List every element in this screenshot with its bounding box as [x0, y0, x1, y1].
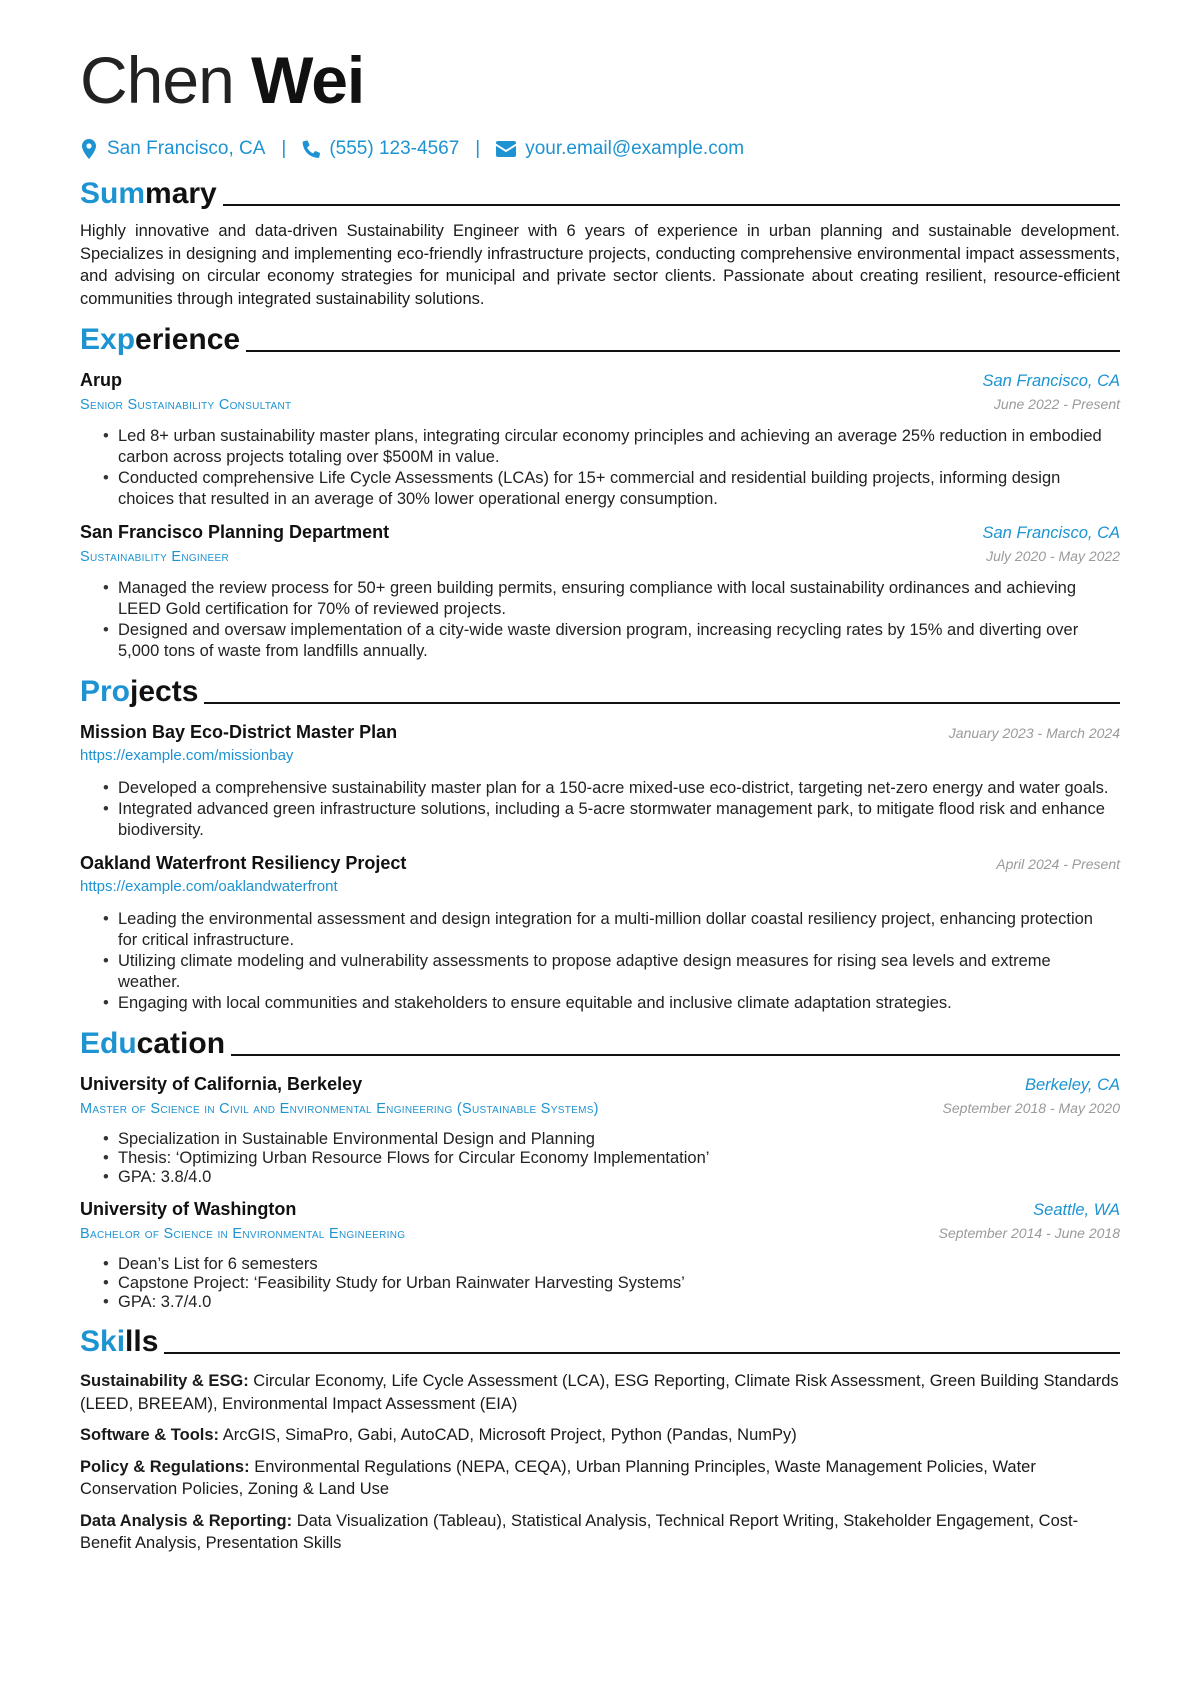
bullet-item: • Leading the environmental assessment and design integration for a multi-million dollar coastal resiliency project, enhancing protection for critical infrastructure.: [118, 909, 1120, 951]
bullet-list: [80, 426, 1120, 510]
school-name: University of California, Berkeley: [80, 1074, 363, 1095]
section-title: Experience: [80, 323, 241, 357]
experience-section: [80, 318, 1120, 662]
skill-value: Data Visualization (Tableau), Statistical Analysis, Technical Report Writing, Stakeholder Engagement, Cost-Benefit Analysis, Presentation Skills: [80, 1511, 1079, 1553]
section-heading: [80, 670, 1120, 710]
section-title: Education: [80, 1027, 226, 1061]
contact-separator: |: [281, 138, 287, 159]
bullet-item: • GPA: 3.7/4.0: [118, 1293, 1120, 1312]
entry-dates: June 2022 - Present: [993, 396, 1120, 413]
project-entry: [80, 720, 1120, 841]
section-title: Summary: [80, 177, 217, 210]
bullet-item: • Engaging with local communities and stakeholders to ensure equitable and inclusive climate adaptation strategies.: [118, 993, 1120, 1014]
section-rule: [223, 204, 1120, 206]
section-rule: [204, 702, 1120, 704]
section-rule: [246, 350, 1120, 352]
skill-row: [80, 1424, 1120, 1447]
bullet-item: • Designed and oversaw implementation of a city-wide waste diversion program, increasing recycling rates by 15% and diverting over 5,000 tons of waste from landfills annually.: [118, 620, 1120, 662]
entry-dates: September 2014 - June 2018: [938, 1225, 1120, 1242]
degree-name: Bachelor of Science in Environmental Engineering: [80, 1226, 406, 1243]
bullet-item: • Conducted comprehensive Life Cycle Assessments (LCAs) for 15+ commercial and residential building projects, informing design choices that resulted in an average of 30% lower operational energy consumption.: [118, 468, 1120, 510]
contact-email[interactable]: [496, 138, 744, 160]
entry-dates: January 2023 - March 2024: [948, 725, 1120, 742]
bullet-list: [80, 909, 1120, 1014]
school-name: University of Washington: [80, 1199, 297, 1220]
bullet-list: [80, 778, 1120, 841]
entry-dates: July 2020 - May 2022: [986, 548, 1120, 565]
envelope-icon: [496, 139, 516, 159]
section-rule: [231, 1054, 1120, 1056]
company-name: Arup: [80, 370, 122, 391]
last-name: Wei: [251, 43, 365, 117]
project-link[interactable]: https://example.com/oaklandwaterfront: [80, 878, 338, 896]
skills-section: [80, 1320, 1120, 1555]
bullet-item: • Capstone Project: ‘Feasibility Study for Urban Rainwater Harvesting Systems’: [118, 1274, 1120, 1293]
bullet-item: • Thesis: ‘Optimizing Urban Resource Flows for Circular Economy Implementation’: [118, 1149, 1120, 1168]
experience-entry: [80, 368, 1120, 510]
contact-phone[interactable]: [302, 138, 459, 160]
entry-location: Seattle, WA: [1033, 1201, 1120, 1220]
education-entry: [80, 1072, 1120, 1187]
bullet-item: • Developed a comprehensive sustainability master plan for a 150-acre mixed-use eco-district, targeting net-zero energy and water goals.: [118, 778, 1120, 799]
education-section: [80, 1022, 1120, 1312]
entry-location: Berkeley, CA: [1024, 1076, 1120, 1095]
email-link[interactable]: your.email@example.com: [525, 138, 745, 159]
skill-label: Data Analysis & Reporting:: [80, 1511, 293, 1530]
experience-entry: [80, 520, 1120, 662]
company-name: San Francisco Planning Department: [80, 522, 390, 543]
phone-icon: [302, 139, 320, 159]
entry-location: San Francisco, CA: [982, 524, 1120, 543]
section-title: Projects: [80, 675, 199, 709]
job-role: Senior Sustainability Consultant: [80, 397, 292, 414]
phone-text[interactable]: (555) 123-4567: [329, 138, 460, 159]
bullet-list: [80, 1255, 1120, 1312]
project-entry: [80, 851, 1120, 1014]
bullet-item: • Utilizing climate modeling and vulnerability assessments to propose adaptive design measures for rising sea levels and extreme weather.: [118, 951, 1120, 993]
skill-label: Software & Tools:: [80, 1426, 220, 1445]
skill-value: ArcGIS, SimaPro, Gabi, AutoCAD, Microsoft Project, Python (Pandas, NumPy): [222, 1426, 797, 1445]
location-text: San Francisco, CA: [107, 138, 266, 159]
entry-dates: September 2018 - May 2020: [942, 1100, 1120, 1117]
candidate-name: [80, 40, 1120, 120]
entry-location: San Francisco, CA: [982, 372, 1120, 391]
entry-dates: April 2024 - Present: [996, 856, 1120, 873]
bullet-item: • Specialization in Sustainable Environmental Design and Planning: [118, 1130, 1120, 1149]
bullet-list: [80, 578, 1120, 662]
map-marker-icon: [80, 139, 98, 159]
education-entry: [80, 1197, 1120, 1312]
bullet-list: [80, 1130, 1120, 1187]
skill-value: Circular Economy, Life Cycle Assessment (LCA), ESG Reporting, Climate Risk Assessment, Green Building Standards (LEED, BREEAM), Environmental Impact Assessment (EIA): [80, 1372, 1119, 1413]
project-link[interactable]: https://example.com/missionbay: [80, 747, 294, 765]
skill-value: Environmental Regulations (NEPA, CEQA), Urban Planning Principles, Waste Management Policies, Water Conservation Policies, Zoning & Land Use: [80, 1457, 1036, 1499]
summary-text: Highly innovative and data-driven Sustainability Engineer with 6 years of experience in urban planning and sustainable development. Specializes in designing and implementing eco-friendly infrastructure projects, conducting comprehensive environmental impact assessments, and advising on circular economy strategies for municipal and private sector clients. Passionate about creating resilient, resource-efficient communities through integrated sustainability solutions.: [80, 222, 1120, 308]
section-heading: [80, 1022, 1120, 1062]
section-rule: [164, 1352, 1120, 1354]
contact-location: [80, 138, 265, 160]
resume-page: [80, 40, 1120, 1564]
skill-row: [80, 1510, 1120, 1555]
summary-section: [80, 172, 1120, 310]
skill-row: [80, 1456, 1120, 1501]
project-name: Mission Bay Eco-District Master Plan: [80, 722, 398, 743]
projects-section: [80, 670, 1120, 1014]
bullet-item: • GPA: 3.8/4.0: [118, 1168, 1120, 1187]
contact-bar: [80, 134, 1120, 164]
degree-name: Master of Science in Civil and Environmental Engineering (Sustainable Systems): [80, 1101, 599, 1118]
skill-row: [80, 1370, 1120, 1415]
project-name: Oakland Waterfront Resiliency Project: [80, 853, 407, 874]
contact-separator: |: [475, 138, 481, 159]
skill-label: Sustainability & ESG:: [80, 1372, 249, 1391]
bullet-item: • Integrated advanced green infrastructure solutions, including a 5-acre stormwater management park, to mitigate flood risk and enhance biodiversity.: [118, 799, 1120, 841]
bullet-item: • Led 8+ urban sustainability master plans, integrating circular economy principles and achieving an average 25% reduction in embodied carbon across projects totaling over $500M in value.: [118, 426, 1120, 468]
bullet-item: • Dean’s List for 6 semesters: [118, 1255, 1120, 1274]
first-name: Chen: [80, 43, 234, 117]
section-heading: [80, 1320, 1120, 1360]
section-heading: [80, 172, 1120, 212]
section-title: Skills: [80, 1325, 159, 1359]
section-heading: [80, 318, 1120, 358]
job-role: Sustainability Engineer: [80, 549, 229, 566]
bullet-item: • Managed the review process for 50+ green building permits, ensuring compliance with local sustainability ordinances and achieving LEED Gold certification for 70% of reviewed projects.: [118, 578, 1120, 620]
skill-label: Policy & Regulations:: [80, 1457, 250, 1476]
